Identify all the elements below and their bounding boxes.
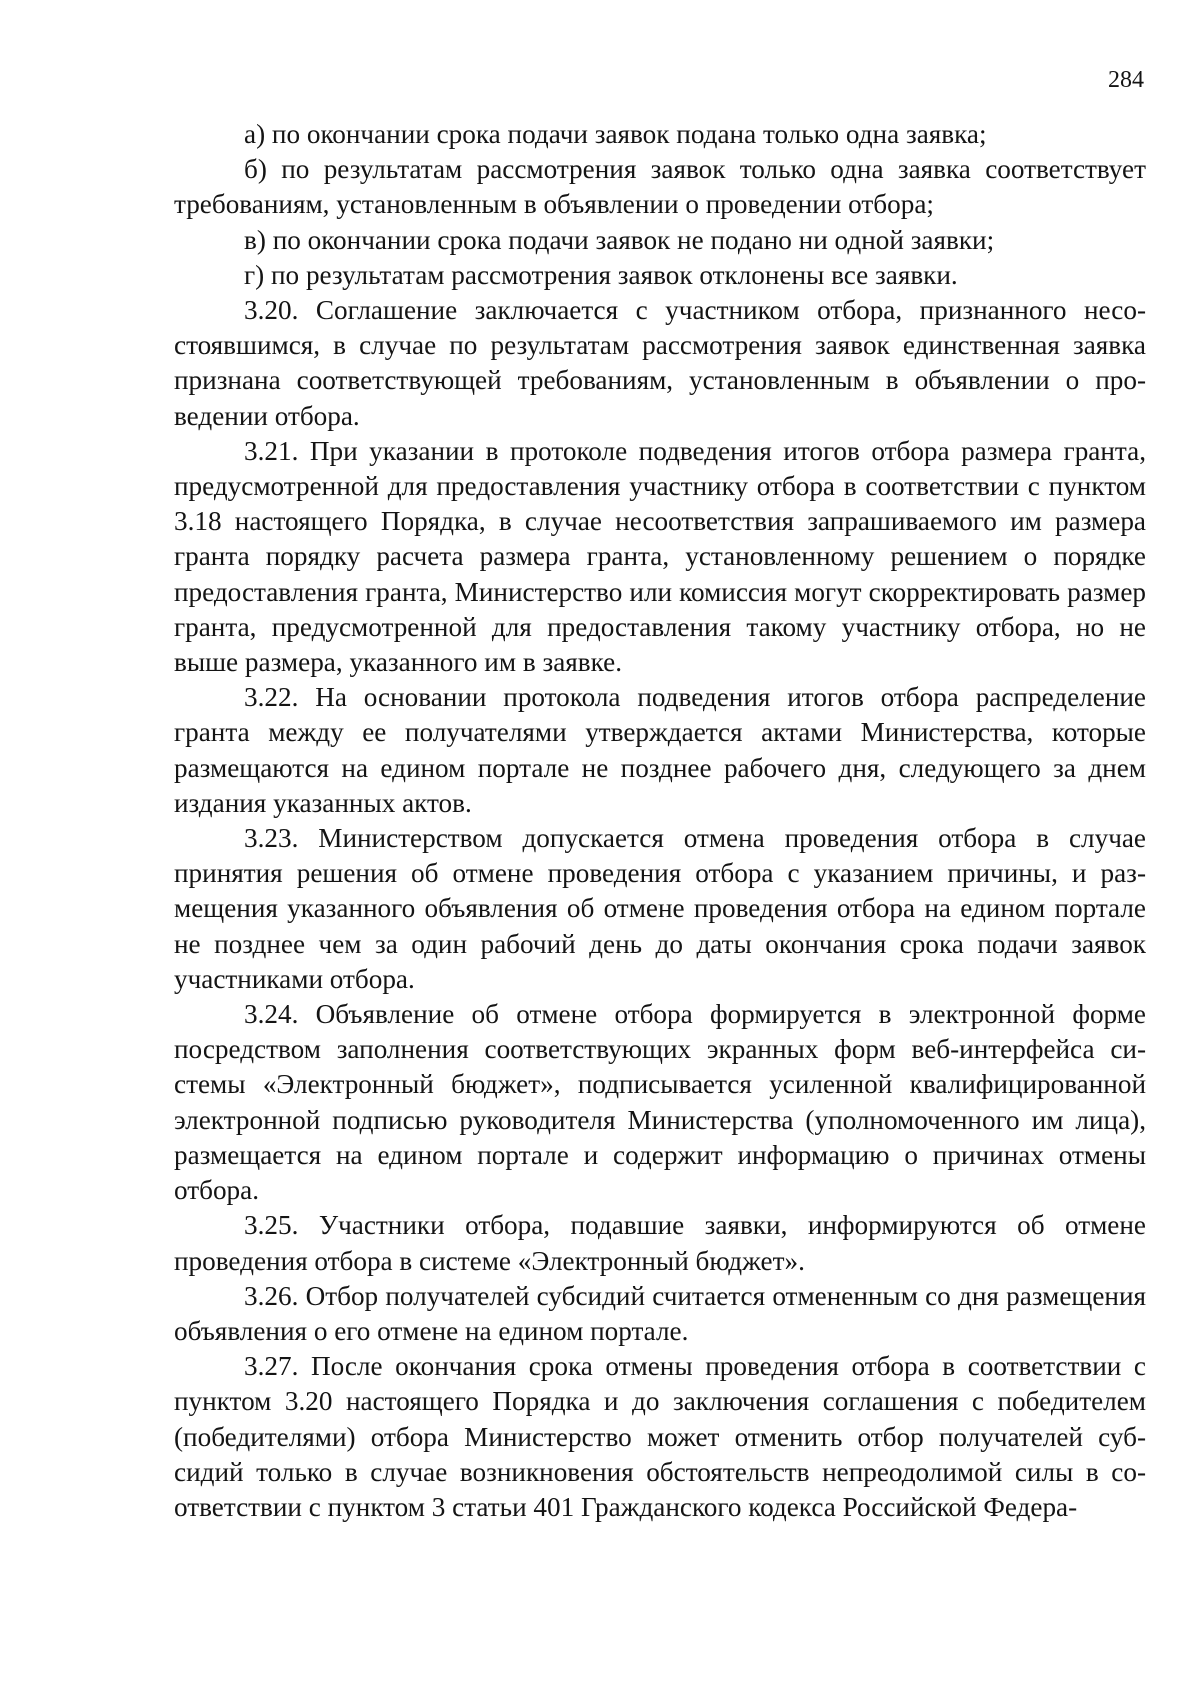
paragraph-3-23: 3.23. Министерством допускается отмена проведения отбора в случае принятия решения об отмене проведения отбора с указанием причины, и размещения указанного объявления об отмене проведения отбора на едином портале не позднее чем за один рабочий день до даты окончания срока подачи заявок участниками отбора.	[174, 823, 1146, 994]
paragraph-3-21: 3.21. При указании в протоколе подведения итогов отбора размера гранта, предусмотренной для предоставления участнику отбора в соответствии с пунктом 3.18 настоящего Порядка, в случае несоответствия запрашиваемого им размера гранта порядку расчета размера гранта, установленному решением о порядке предоставления гранта, Министерство или комиссия могут скорректировать размер гранта, предусмотренной для предоставления такому участнику отбора, но не выше размера, указанного им в заявке.	[174, 435, 1146, 678]
paragraph-3-25: 3.25. Участники отбора, подавшие заявки, информируются об отмене проведения отбора в системе «Электронный бюджет».	[174, 1210, 1146, 1276]
paragraph-3-22: 3.22. На основании протокола подведения итогов отбора распределение гранта между ее получателями утверждается актами Министерства, которые размещаются на едином портале не позднее рабочего дня, следующего за днем издания указанных актов.	[174, 682, 1146, 818]
paragraph-item-b: б) по результатам рассмотрения заявок только одна заявка соответствует требованиям, установленным в объявлении о проведении отбора;	[174, 154, 1146, 220]
paragraph-3-27: 3.27. После окончания срока отмены проведения отбора в соответствии с пунктом 3.20 настоящего Порядка и до заключения соглашения с победителем (победителями) отбора Министерство может отменить отбор получателей субсидий только в случае возникновения обстоятельств непреодолимой силы в соответствии с пунктом 3 статьи 401 Гражданского кодекса Российской Федера-	[174, 1351, 1146, 1522]
paragraph-3-20: 3.20. Соглашение заключается с участником отбора, признанного несостоявшимся, в случае по результатам рассмотрения заявок единственная заявка признана соответствующей требованиям, установленным в объявлении о проведении отбора.	[174, 295, 1146, 431]
page-number: 284	[1108, 67, 1144, 93]
paragraph-3-26: 3.26. Отбор получателей субсидий считается отмененным со дня размещения объявления о его отмене на едином портале.	[174, 1280, 1146, 1346]
paragraph-3-24: 3.24. Объявление об отмене отбора формируется в электронной форме посредством заполнения соответствующих экранных форм веб-интерфейса системы «Электронный бюджет», подписывается усиленной квалифицированной электронной подписью руководителя Министерства (уполномоченного им лица), размещается на едином портале и содержит информацию о причинах отмены отбора.	[174, 999, 1146, 1206]
paragraph-item-v: в) по окончании срока подачи заявок не подано ни одной заявки;	[244, 224, 995, 255]
paragraph-item-g: г) по результатам рассмотрения заявок отклонены все заявки.	[244, 259, 958, 290]
paragraph-item-a: а) по окончании срока подачи заявок подана только одна заявка;	[244, 119, 987, 149]
document-body	[174, 117, 1146, 1525]
